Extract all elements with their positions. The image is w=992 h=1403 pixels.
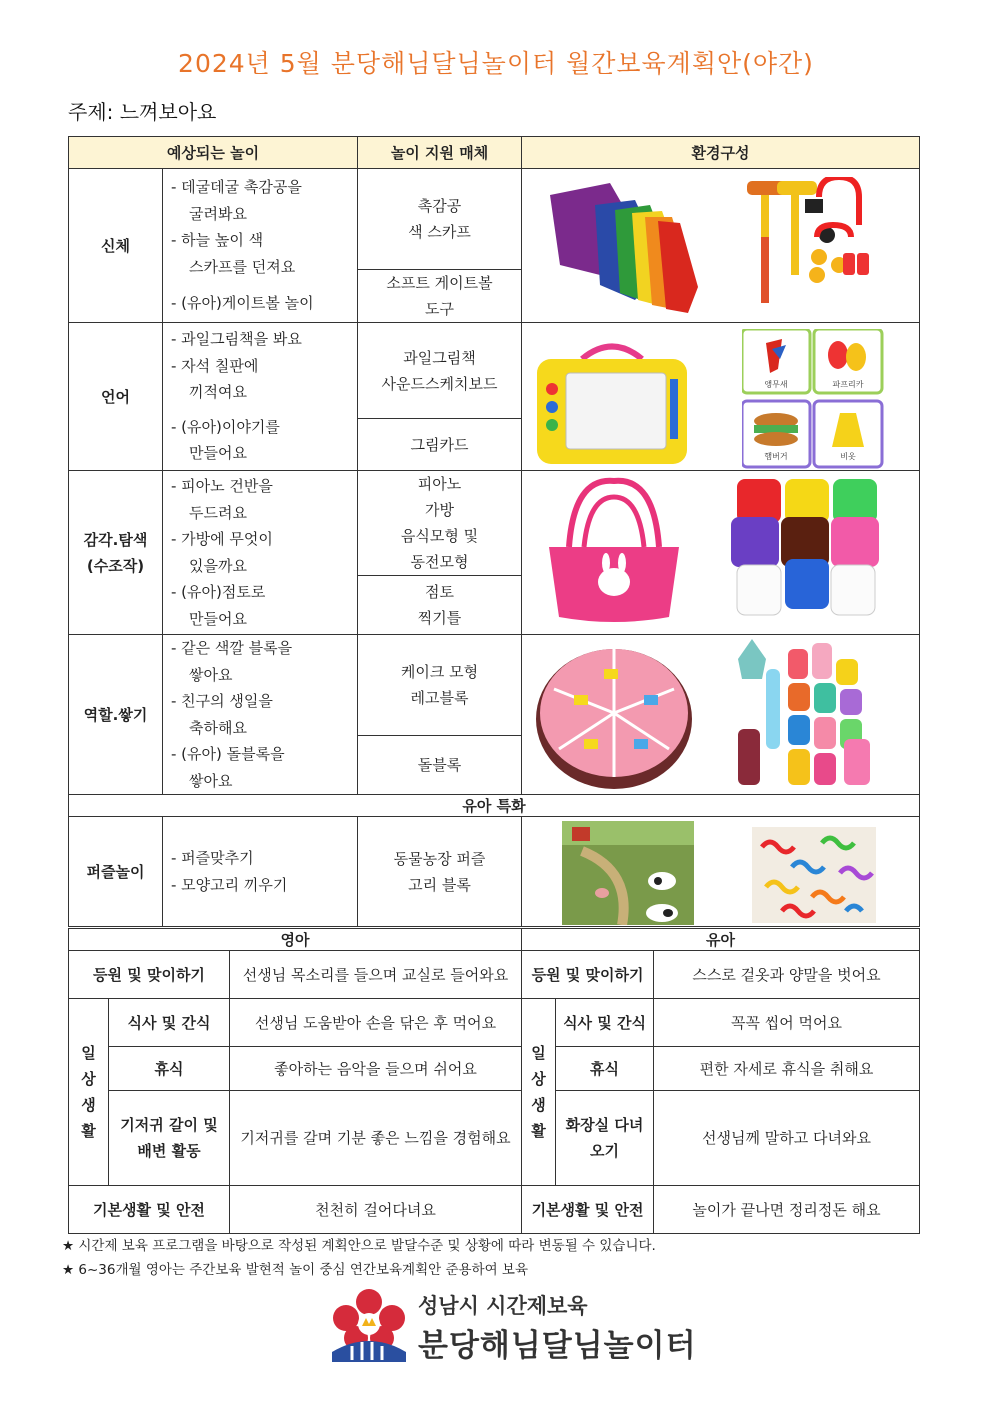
center-logo	[326, 1286, 746, 1366]
infant-rest-label: 휴식	[109, 1047, 230, 1091]
ring-blocks-image	[752, 827, 876, 923]
sensory-media-top	[358, 471, 522, 576]
card-label: 비옷	[840, 452, 856, 461]
physical-activities	[163, 169, 358, 323]
label-char: 생	[531, 1096, 546, 1114]
physical-media-top	[358, 169, 522, 270]
infant-daily-life-label	[69, 999, 109, 1186]
toddler-toilet-label: 화장실 다녀오기	[556, 1091, 654, 1186]
header-environment: 환경구성	[522, 137, 920, 169]
toddler-arrival-text: 스스로 겉옷과 양말을 벗어요	[654, 951, 920, 999]
puzzle-activities	[163, 817, 358, 927]
media-line: 색 스카프	[408, 223, 471, 241]
puzzle-media	[358, 817, 522, 927]
activity-line: 두드려요	[189, 503, 247, 522]
label-char: 활	[81, 1122, 96, 1140]
stone-blocks-image	[732, 639, 882, 791]
header-media: 놀이 지원 매체	[358, 137, 522, 169]
activity-line: 끼적여요	[189, 383, 247, 402]
activity-line: - 가방에 무엇이	[171, 530, 273, 548]
infant-arrival-label: 등원 및 맞이하기	[69, 951, 230, 999]
activity-line: - 하늘 높이 색	[171, 231, 264, 250]
activity-line: 굴려봐요	[189, 204, 247, 223]
media-line: 피아노	[417, 475, 462, 493]
media-line: 점토	[425, 583, 454, 601]
label-char: 상	[81, 1070, 96, 1088]
activity-line: - (유아) 돌블록을	[171, 745, 285, 763]
activity-line: 쌓아요	[189, 771, 233, 790]
gateball-tools-image	[747, 177, 917, 312]
label-char: 일	[81, 1044, 96, 1062]
toddler-basic-text: 놀이가 끝나면 정리정돈 해요	[654, 1186, 920, 1234]
card-label: 햄버거	[764, 452, 788, 461]
media-line: 동전모형	[410, 553, 469, 571]
theme-label: 주제: 느껴보아요	[68, 100, 217, 124]
media-line: 케이크 모형	[400, 663, 479, 681]
activity-line: - 과일그림책을 봐요	[171, 330, 302, 349]
role-block-media-bottom: 돌블록	[358, 736, 522, 795]
cake-model-image	[534, 639, 694, 791]
activity-line: 만들어요	[189, 444, 247, 463]
activity-line: - 같은 색깔 블록을	[171, 639, 293, 657]
activity-line: - 친구의 생일을	[171, 692, 273, 710]
infant-diaper-text: 기저귀를 갈며 기분 좋은 느낌을 경험해요	[230, 1091, 522, 1186]
area-language: 언어	[69, 323, 163, 471]
label-char: 활	[531, 1122, 546, 1140]
media-line: 소프트 게이트볼	[386, 274, 493, 292]
sensory-images	[522, 471, 920, 635]
physical-images	[522, 169, 920, 323]
area-physical: 신체	[69, 169, 163, 323]
language-media-bottom: 그림카드	[358, 419, 522, 471]
area-sensory	[69, 471, 163, 635]
color-scarves-image	[540, 175, 700, 315]
activity-line: - 피아노 건반을	[171, 477, 273, 495]
media-line: 가방	[425, 501, 454, 519]
pink-bag-image	[544, 477, 684, 627]
footnote: ★ 6~36개월 영아는 주간보육 발현적 놀이 중심 연간보육계획안 준용하여 보육	[62, 1262, 528, 1278]
media-line: 동물농장 퍼즐	[393, 849, 486, 868]
activity-line: - (유아)게이트볼 놀이	[171, 294, 314, 313]
label-char: 상	[531, 1070, 546, 1088]
activity-line: - 데굴데굴 촉감공을	[171, 178, 302, 197]
toddler-daily-life-label	[522, 999, 556, 1186]
activity-line: 있을까요	[189, 556, 247, 575]
card-label: 앵무새	[764, 380, 788, 389]
seongnam-emblem-icon	[326, 1286, 412, 1362]
activity-line: - 자석 칠판에	[171, 356, 259, 375]
toddler-toilet-text: 선생님께 말하고 다녀와요	[654, 1091, 920, 1186]
page-title: 2024년 5월 분당해님달님놀이터 월간보육계획안(야간)	[178, 49, 814, 78]
infant-meal-label: 식사 및 간식	[109, 999, 230, 1047]
sensory-media-bottom	[358, 576, 522, 635]
media-line: 도구	[425, 300, 454, 318]
play-plan-table	[68, 136, 920, 927]
footnotes	[62, 1234, 656, 1282]
farm-puzzle-image	[562, 821, 694, 925]
logo-title: 분당해님달님놀이터	[418, 1328, 697, 1364]
infant-meal-text: 선생님 도움받아 손을 닦은 후 먹어요	[230, 999, 522, 1047]
infant-basic-text: 천천히 걸어다녀요	[230, 1186, 522, 1234]
activity-line: 스카프를 던져요	[189, 257, 296, 276]
language-images	[522, 323, 920, 471]
toddler-basic-label: 기본생활 및 안전	[522, 1186, 654, 1234]
area-label-line: (수조작)	[86, 556, 145, 575]
puzzle-images	[522, 817, 920, 927]
toddler-header: 유아	[522, 929, 920, 951]
media-line: 촉감공	[417, 197, 462, 215]
area-label-line: 감각.탐색	[83, 530, 148, 549]
activity-line: - (유아)이야기를	[171, 417, 280, 436]
media-line: 고리 블록	[408, 875, 471, 894]
area-role-block: 역할.쌓기	[69, 635, 163, 795]
picture-cards-image	[742, 329, 884, 469]
clay-jars-image	[727, 477, 887, 627]
language-media-top	[358, 323, 522, 419]
label-char: 생	[81, 1096, 96, 1114]
toddler-meal-text: 꼭꼭 씹어 먹어요	[654, 999, 920, 1047]
infant-arrival-text: 선생님 목소리를 들으며 교실로 들어와요	[230, 951, 522, 999]
activity-line: - 모양고리 끼우기	[171, 875, 288, 894]
label-char: 일	[531, 1044, 546, 1062]
sketch-board-image	[532, 339, 692, 464]
activity-line: - 퍼즐맞추기	[171, 849, 254, 867]
toddler-rest-label: 휴식	[556, 1047, 654, 1091]
role-block-media-top	[358, 635, 522, 736]
daily-life-table	[68, 928, 920, 1234]
sensory-activities	[163, 471, 358, 635]
media-line: 레고블록	[410, 689, 469, 707]
toddler-meal-label: 식사 및 간식	[556, 999, 654, 1047]
media-line: 사운드스케치보드	[381, 374, 498, 393]
toddler-rest-text: 편한 자세로 휴식을 취해요	[654, 1047, 920, 1091]
header-play: 예상되는 놀이	[69, 137, 358, 169]
activity-line: 만들어요	[189, 609, 247, 628]
card-label: 파프리카	[832, 380, 864, 389]
activity-line: 쌓아요	[189, 665, 233, 684]
role-block-images	[522, 635, 920, 795]
activity-line: - (유아)점토로	[171, 583, 266, 601]
media-line: 음식모형 및	[400, 527, 479, 545]
media-line: 과일그림책	[403, 348, 476, 367]
activity-line: 축하해요	[189, 718, 247, 737]
physical-media-bottom	[358, 270, 522, 323]
media-line: 찍기틀	[417, 609, 462, 627]
infant-diaper-label: 기저귀 갈이 및 배변 활동	[109, 1091, 230, 1186]
logo-subtitle: 성남시 시간제보육	[418, 1294, 588, 1318]
footnote: ★ 시간제 보육 프로그램을 바탕으로 작성된 계획안으로 발달수준 및 상황에 따라 변동될 수 있습니다.	[62, 1238, 656, 1254]
infant-basic-label: 기본생활 및 안전	[69, 1186, 230, 1234]
special-header: 유아 특화	[69, 795, 920, 817]
infant-header: 영아	[69, 929, 522, 951]
language-activities	[163, 323, 358, 471]
role-block-activities	[163, 635, 358, 795]
toddler-arrival-label: 등원 및 맞이하기	[522, 951, 654, 999]
infant-rest-text: 좋아하는 음악을 들으며 쉬어요	[230, 1047, 522, 1091]
area-puzzle: 퍼즐놀이	[69, 817, 163, 927]
